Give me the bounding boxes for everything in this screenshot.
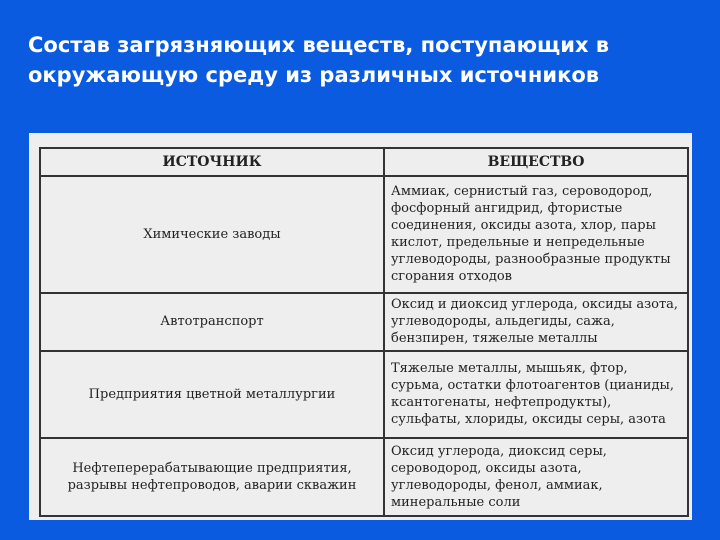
substance-cell: Оксид и диоксид углерода, оксиды азота, углеводороды, альдегиды, сажа, бензпирен, тяжелые металлы <box>384 293 688 351</box>
source-cell: Нефтеперерабатывающие предприятия, разрывы нефтепроводов, аварии скважин <box>40 438 384 517</box>
table-header-row <box>40 148 688 176</box>
table-row <box>40 438 688 517</box>
table-row <box>40 176 688 293</box>
table-row <box>40 293 688 351</box>
slide-title: Состав загрязняющих веществ, поступающих в окружающую среду из различных источников <box>28 33 610 87</box>
scanned-table-image <box>29 133 692 520</box>
table-row <box>40 351 688 438</box>
source-cell: Химические заводы <box>40 176 384 293</box>
pollutants-table <box>39 147 689 517</box>
substance-cell: Оксид углерода, диоксид серы, сероводород, оксиды азота, углеводороды, фенол, аммиак, минеральные соли <box>384 438 688 517</box>
header-source: ИСТОЧНИК <box>40 148 384 176</box>
substance-cell: Тяжелые металлы, мышьяк, фтор, сурьма, остатки флотоагентов (цианиды, ксантогенаты, нефтепродукты), сульфаты, хлориды, оксиды серы, азота <box>384 351 688 438</box>
substance-cell: Аммиак, сернистый газ, сероводород, фосфорный ангидрид, фтористые соединения, оксиды азота, хлор, пары кислот, предельные и непредельные углеводороды, разнообразные продукты сгорания отходов <box>384 176 688 293</box>
source-cell: Автотранспорт <box>40 293 384 351</box>
header-substance: ВЕЩЕСТВО <box>384 148 688 176</box>
source-cell: Предприятия цветной металлургии <box>40 351 384 438</box>
